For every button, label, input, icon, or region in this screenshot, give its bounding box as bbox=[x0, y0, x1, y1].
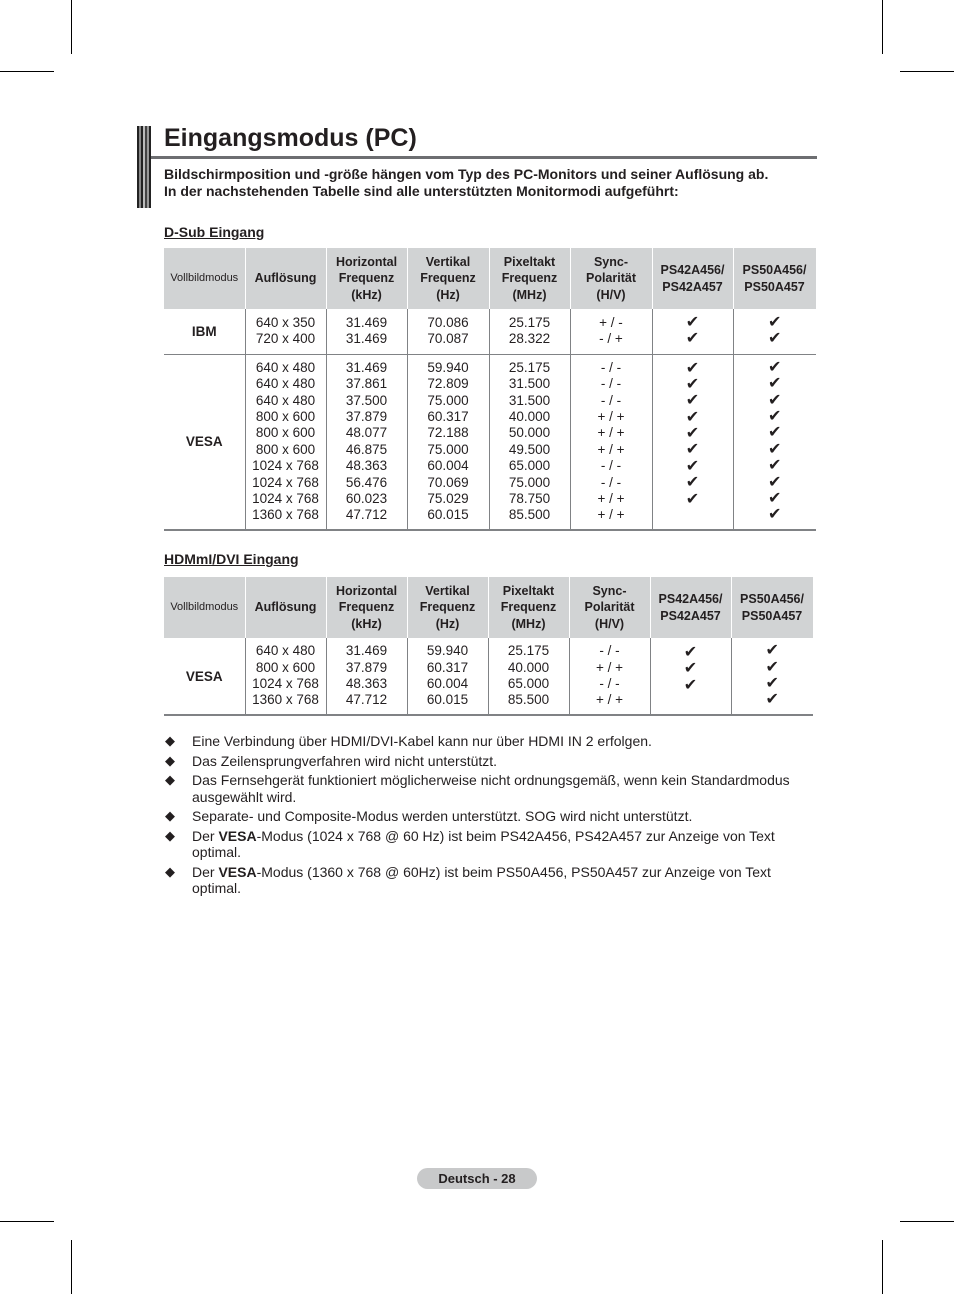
dsub-mode-table bbox=[164, 248, 817, 531]
cell-line: ✔ bbox=[685, 441, 700, 459]
header-mode: Vollbildmodus bbox=[164, 577, 245, 638]
cell-line: 46.875 bbox=[345, 441, 388, 457]
intro-text bbox=[164, 166, 804, 200]
cell-line: 37.879 bbox=[345, 659, 388, 675]
table-row bbox=[164, 309, 816, 354]
mode-cell: VESA bbox=[164, 638, 245, 715]
cell-line: 85.500 bbox=[507, 692, 550, 708]
cell-line: - / - bbox=[599, 643, 620, 659]
diamond-bullet-icon: ◆ bbox=[165, 752, 175, 768]
diamond-bullet-icon: ◆ bbox=[165, 772, 175, 787]
horizontal-cell bbox=[326, 354, 407, 530]
cell-line: 47.712 bbox=[345, 507, 388, 523]
cell-line: ✔ bbox=[768, 313, 782, 331]
cell-line: 47.712 bbox=[345, 692, 388, 708]
cell-line: 72.188 bbox=[427, 425, 469, 441]
cell-line: 31.469 bbox=[345, 359, 388, 375]
cell-line: ✔ bbox=[768, 457, 782, 475]
cell-line: 800 x 600 bbox=[255, 659, 316, 675]
resolution-cell bbox=[245, 638, 326, 715]
cell-line: 48.077 bbox=[345, 425, 388, 441]
cell-line: 720 x 400 bbox=[255, 331, 316, 347]
cell-line: 25.175 bbox=[508, 359, 551, 375]
cell-line: ✔ bbox=[765, 642, 779, 660]
cell-line: 78.750 bbox=[508, 490, 551, 506]
cell-line: 60.004 bbox=[426, 676, 469, 691]
vertical-cell bbox=[407, 638, 488, 715]
dsub-section-label: D-Sub Eingang bbox=[164, 224, 265, 240]
model-42-cell bbox=[652, 309, 733, 354]
header-vertical: Vertikal Frequenz (Hz) bbox=[407, 577, 488, 638]
cell-line: ✔ bbox=[768, 330, 782, 348]
cell-line: ✔ bbox=[768, 489, 782, 507]
header-model-42: PS42A456/ PS42A457 bbox=[652, 248, 733, 309]
cell-line: 37.879 bbox=[345, 408, 388, 424]
cell-line: ✔ bbox=[685, 375, 700, 393]
model-42-cell bbox=[650, 638, 731, 715]
intro-line: Bildschirmposition und -größe hängen vom Typ des PC-Monitors und seiner Auflösung ab. bbox=[164, 166, 769, 182]
cell-line: 75.000 bbox=[427, 441, 469, 457]
cell-line: 31.500 bbox=[508, 376, 551, 392]
cell-line: + / - bbox=[599, 314, 623, 330]
intro-line: In der nachstehenden Tabelle sind alle unterstützten Monitormodi aufgeführt: bbox=[164, 183, 679, 199]
cell-line: 75.029 bbox=[427, 490, 469, 506]
cell-line: 49.500 bbox=[508, 441, 551, 457]
cell-line: ✔ bbox=[765, 691, 779, 709]
cell-line: 70.069 bbox=[427, 474, 469, 490]
cell-line: - / - bbox=[599, 676, 620, 691]
header-mode: Vollbildmodus bbox=[164, 248, 245, 309]
header-pixel-clock: Pixeltakt Frequenz (MHz) bbox=[488, 577, 569, 638]
header-horizontal: Horizontal Frequenz (kHz) bbox=[326, 577, 407, 638]
vertical-cell bbox=[407, 309, 489, 354]
cell-line: 31.469 bbox=[345, 331, 388, 347]
note-item: ◆ Das Fernsehgerät funktioniert möglicherweise nicht ordnungsgemäß, wenn kein Standardmodus ausgewählt wird. bbox=[165, 772, 790, 805]
header-sync: Sync- Polarität (H/V) bbox=[569, 577, 650, 638]
note-item: ◆ Eine Verbindung über HDMI/DVI-Kabel kann nur über HDMI IN 2 erfolgen. bbox=[165, 733, 652, 749]
cell-line: 31.469 bbox=[345, 314, 388, 330]
cell-line: 1360 x 768 bbox=[252, 692, 319, 708]
cell-line: 60.317 bbox=[426, 659, 469, 675]
cell-line: 640 x 480 bbox=[255, 359, 316, 375]
cell-line: 25.175 bbox=[508, 314, 551, 330]
cell-line: ✔ bbox=[685, 313, 700, 331]
crop-mark bbox=[882, 1240, 883, 1294]
cell-line: 1024 x 768 bbox=[252, 676, 319, 691]
cell-line: 800 x 600 bbox=[255, 408, 316, 424]
cell-line: ✔ bbox=[685, 474, 700, 492]
diamond-bullet-icon: ◆ bbox=[165, 733, 175, 748]
cell-line: ✔ bbox=[683, 644, 698, 661]
cell-line: 1024 x 768 bbox=[252, 474, 319, 490]
vertical-cell bbox=[407, 354, 489, 530]
cell-line: ✔ bbox=[768, 440, 782, 458]
sync-cell bbox=[570, 354, 652, 530]
mode-cell: IBM bbox=[164, 309, 245, 354]
header-model-42: PS42A456/ PS42A457 bbox=[650, 577, 731, 638]
cell-line: 75.000 bbox=[427, 392, 469, 408]
cell-line: 60.317 bbox=[427, 408, 469, 424]
sync-cell bbox=[570, 309, 652, 354]
cell-line: 31.500 bbox=[508, 392, 551, 408]
crop-mark bbox=[0, 1221, 54, 1222]
diamond-bullet-icon: ◆ bbox=[165, 808, 175, 823]
model-42-cell bbox=[652, 354, 733, 530]
crop-mark bbox=[900, 71, 954, 72]
hdmi-mode-table bbox=[164, 577, 814, 716]
cell-line: ✔ bbox=[768, 375, 782, 393]
cell-line: 70.086 bbox=[427, 314, 469, 330]
page-title: Eingangsmodus (PC) bbox=[164, 124, 417, 152]
cell-line: 800 x 600 bbox=[255, 441, 316, 457]
title-decor-bar bbox=[137, 126, 151, 208]
diamond-bullet-icon: ◆ bbox=[165, 827, 175, 843]
horizontal-cell bbox=[326, 309, 407, 354]
cell-line: ✔ bbox=[683, 660, 698, 678]
diamond-bullet-icon: ◆ bbox=[165, 863, 175, 879]
cell-line: - / - bbox=[600, 458, 622, 474]
resolution-cell bbox=[245, 354, 326, 530]
header-resolution: Auflösung bbox=[245, 248, 326, 309]
cell-line: 28.322 bbox=[508, 331, 551, 347]
note-item: ◆ Der VESA-Modus (1024 x 768 @ 60 Hz) ist beim PS42A456, PS42A457 zur Anzeige von Text optimal. bbox=[165, 827, 775, 860]
cell-line: - / + bbox=[599, 331, 623, 347]
header-horizontal: Horizontal Frequenz (kHz) bbox=[326, 248, 407, 309]
cell-line: ✔ bbox=[683, 676, 698, 694]
cell-line: 60.015 bbox=[427, 507, 469, 523]
cell-line: 72.809 bbox=[427, 376, 469, 392]
crop-mark bbox=[71, 0, 72, 54]
title-rule bbox=[151, 156, 817, 159]
cell-line: ✔ bbox=[685, 359, 700, 377]
cell-line: 59.940 bbox=[426, 643, 469, 659]
horizontal-cell bbox=[326, 638, 407, 715]
cell-line: - / - bbox=[600, 474, 622, 490]
cell-line: 85.500 bbox=[508, 507, 551, 523]
cell-line: ✔ bbox=[765, 675, 779, 692]
header-model-50: PS50A456/ PS50A457 bbox=[733, 248, 816, 309]
cell-line: 48.363 bbox=[345, 458, 388, 474]
cell-line: + / + bbox=[597, 425, 625, 441]
cell-line: + / + bbox=[597, 441, 625, 457]
cell-line: 640 x 480 bbox=[255, 376, 316, 392]
cell-line: 640 x 480 bbox=[255, 643, 316, 659]
cell-line: 1024 x 768 bbox=[252, 458, 319, 474]
table-row bbox=[164, 354, 816, 530]
header-model-50: PS50A456/ PS50A457 bbox=[731, 577, 813, 638]
crop-mark bbox=[882, 0, 883, 54]
cell-line: ✔ bbox=[768, 407, 782, 425]
sync-cell bbox=[569, 638, 650, 715]
cell-line: ✔ bbox=[685, 330, 700, 348]
header-resolution: Auflösung bbox=[245, 577, 326, 638]
mode-cell: VESA bbox=[164, 354, 245, 530]
cell-line: 65.000 bbox=[508, 458, 551, 474]
cell-line: 640 x 350 bbox=[255, 314, 316, 330]
pixel-cell bbox=[489, 354, 570, 530]
cell-line: 48.363 bbox=[345, 676, 388, 691]
header-pixel-clock: Pixeltakt Frequenz (MHz) bbox=[489, 248, 570, 309]
cell-line: 60.015 bbox=[426, 692, 469, 708]
cell-line: 40.000 bbox=[507, 659, 550, 675]
notes-list bbox=[164, 733, 804, 900]
hdmi-section-label: HDMmI/DVI Eingang bbox=[164, 551, 299, 567]
cell-line: 60.004 bbox=[427, 458, 469, 474]
model-50-cell bbox=[733, 309, 816, 354]
table-header-row bbox=[164, 577, 813, 638]
cell-line: - / - bbox=[600, 376, 622, 392]
crop-mark bbox=[71, 1240, 72, 1294]
note-item: ◆ Das Zeilensprungverfahren wird nicht unterstützt. bbox=[165, 752, 498, 769]
page-number-badge: Deutsch - 28 bbox=[417, 1168, 537, 1189]
cell-line: 37.861 bbox=[345, 376, 388, 392]
pixel-cell bbox=[489, 309, 570, 354]
cell-line: + / + bbox=[595, 659, 624, 675]
table-row bbox=[164, 638, 813, 715]
cell-line: ✔ bbox=[768, 473, 782, 491]
cell-line: 31.469 bbox=[345, 643, 388, 659]
crop-mark bbox=[900, 1221, 954, 1222]
cell-line: ✔ bbox=[768, 391, 782, 409]
header-sync: Sync- Polarität (H/V) bbox=[570, 248, 652, 309]
cell-line: 640 x 480 bbox=[255, 392, 316, 408]
cell-line: 56.476 bbox=[345, 474, 388, 490]
cell-line: ✔ bbox=[685, 425, 700, 443]
cell-line: 37.500 bbox=[345, 392, 388, 408]
cell-line: + / + bbox=[597, 408, 625, 424]
cell-line: 800 x 600 bbox=[255, 425, 316, 441]
cell-line: + / + bbox=[597, 507, 625, 523]
cell-line: + / + bbox=[597, 490, 625, 506]
cell-line: 59.940 bbox=[427, 359, 469, 375]
resolution-cell bbox=[245, 309, 326, 354]
cell-line: 1024 x 768 bbox=[252, 490, 319, 506]
cell-line: 50.000 bbox=[508, 425, 551, 441]
cell-line: 60.023 bbox=[345, 490, 388, 506]
header-vertical: Vertikal Frequenz (Hz) bbox=[407, 248, 489, 309]
cell-line: ✔ bbox=[685, 392, 700, 410]
cell-line: ✔ bbox=[768, 424, 782, 442]
cell-line: ✔ bbox=[685, 490, 700, 508]
note-item: ◆ Separate- und Composite-Modus werden unterstützt. SOG wird nicht unterstützt. bbox=[165, 808, 693, 824]
table-header-row bbox=[164, 248, 816, 309]
model-50-cell bbox=[731, 638, 813, 715]
cell-line: - / - bbox=[600, 359, 622, 375]
cell-line: ✔ bbox=[768, 358, 782, 376]
cell-line: 75.000 bbox=[508, 474, 551, 490]
pixel-cell bbox=[488, 638, 569, 715]
cell-line: 65.000 bbox=[507, 676, 550, 691]
cell-line: ✔ bbox=[685, 408, 700, 426]
cell-line: 1360 x 768 bbox=[252, 507, 319, 523]
note-item: ◆ Der VESA-Modus (1360 x 768 @ 60Hz) ist beim PS50A456, PS50A457 zur Anzeige von Text optimal. bbox=[165, 863, 771, 896]
model-50-cell bbox=[733, 354, 816, 530]
cell-line: 25.175 bbox=[507, 643, 550, 659]
crop-mark bbox=[0, 71, 54, 72]
cell-line: ✔ bbox=[765, 658, 779, 676]
cell-line: 70.087 bbox=[427, 331, 469, 347]
cell-line: ✔ bbox=[768, 506, 782, 524]
cell-line: + / + bbox=[595, 692, 624, 708]
cell-line: 40.000 bbox=[508, 408, 551, 424]
cell-line: - / - bbox=[600, 392, 622, 408]
cell-line: ✔ bbox=[685, 457, 700, 475]
